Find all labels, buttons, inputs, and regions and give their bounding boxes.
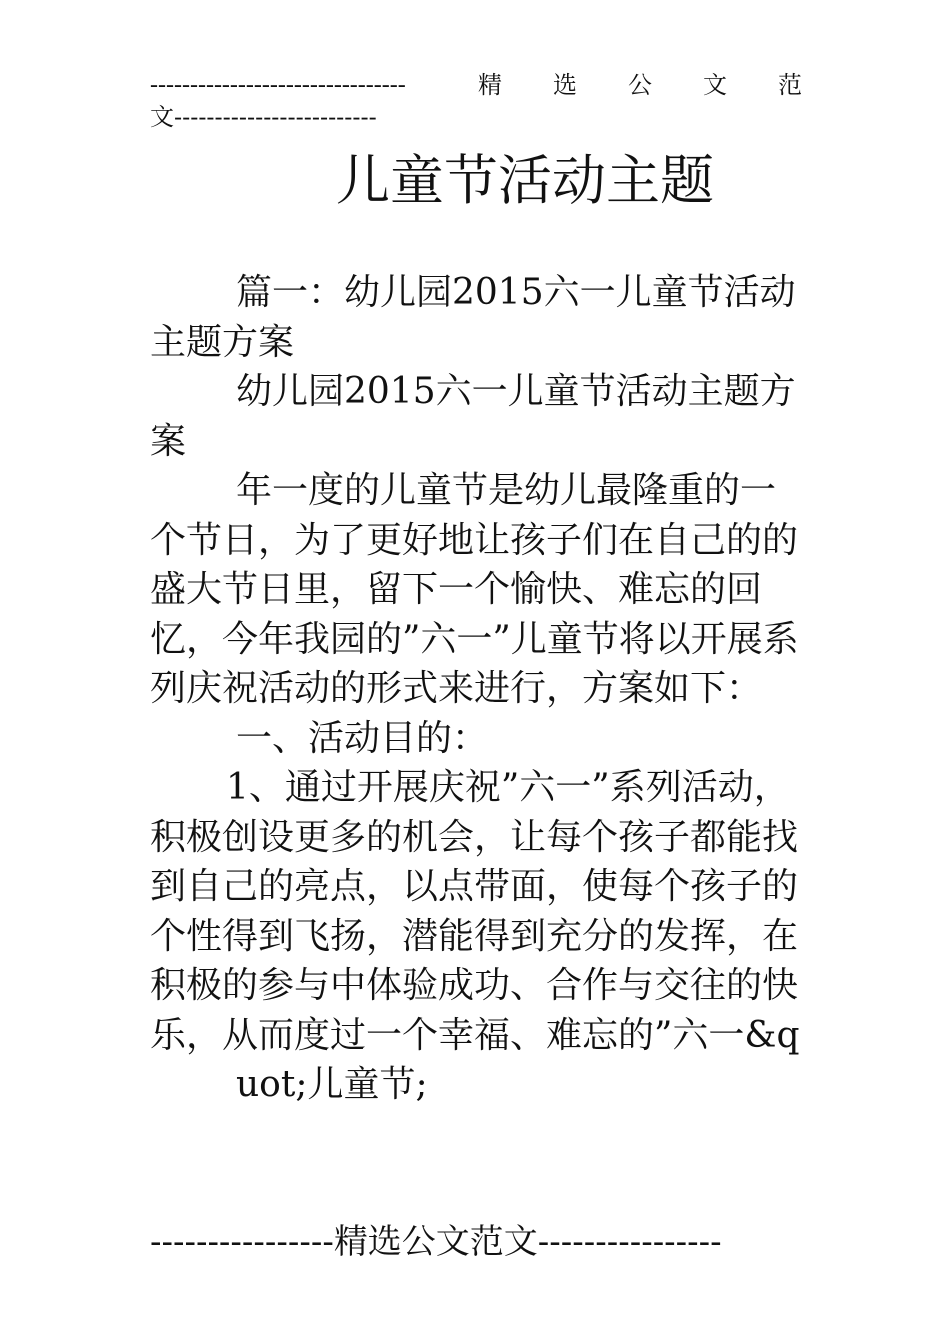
header-title <box>432 70 802 100</box>
page-footer: ----------------精选公文范文---------------- <box>150 1222 722 1262</box>
header-char: 精 <box>478 71 502 99</box>
page-header <box>150 70 802 100</box>
header-char: 选 <box>553 71 577 99</box>
paragraph-goal-heading: 一、活动目的： <box>236 717 489 759</box>
document-title: 儿童节活动主题 <box>336 149 714 212</box>
paragraph-goal-1: 1、通过开展庆祝”六一”系列活动，积极创设更多的机会，让每个孩子都能找到自己的亮点，以点带面，使每个孩子的个性得到飞扬，潜能得到充分的发挥，在积极的参与中体验成功、合作与交往的快乐，从而度过一个幸福、难忘的”六一&q <box>150 767 800 1056</box>
header-continuation: 文------------------------- <box>150 103 377 131</box>
header-char: 文 <box>703 71 727 99</box>
paragraph-goal-1-cont: uot;儿童节; <box>236 1064 428 1105</box>
paragraph-section-heading: 篇一：幼儿园2015六一儿童节活动主题方案 <box>150 272 796 363</box>
paragraph-intro: 年一度的儿童节是幼儿最隆重的一个节日，为了更好地让孩子们在自己的的盛大节日里，留下一个愉快、难忘的回忆，今年我园的”六一”儿童节将以开展系列庆祝活动的形式来进行，方案如下： <box>150 470 799 709</box>
header-dashes: -------------------------------- <box>150 72 406 98</box>
paragraph-plan-title: 幼儿园2015六一儿童节活动主题方案 <box>150 371 796 462</box>
header-char: 范 <box>778 71 802 99</box>
header-char: 公 <box>628 71 652 99</box>
document-body <box>150 268 802 1110</box>
